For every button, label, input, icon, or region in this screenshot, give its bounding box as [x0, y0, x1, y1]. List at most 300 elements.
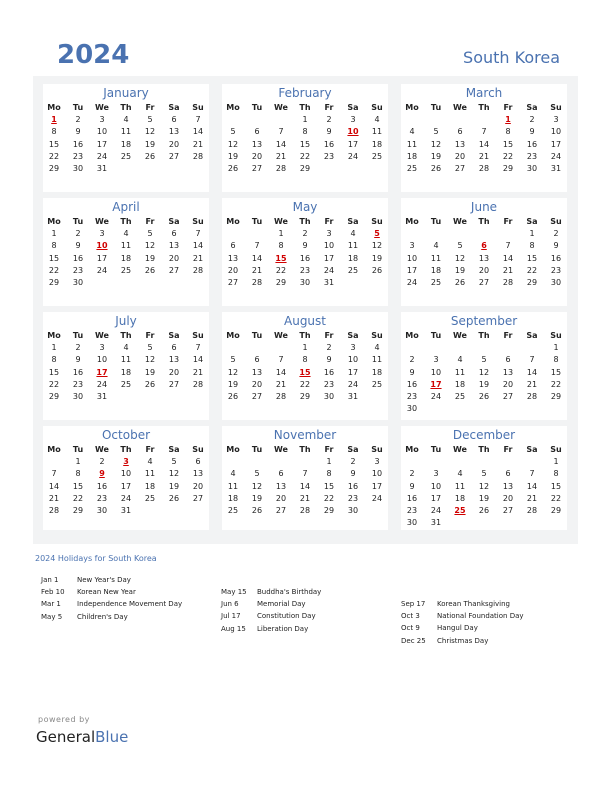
- day-cell: 29: [299, 163, 311, 173]
- weekday-header: Sa: [526, 217, 538, 226]
- day-cell: 18: [371, 367, 383, 377]
- day-cell: 6: [171, 229, 177, 239]
- weekday-header: Th: [120, 445, 132, 454]
- day-cell: 16: [72, 139, 84, 149]
- day-cell: 2: [409, 355, 415, 365]
- weekday-header: Sa: [347, 103, 359, 112]
- day-cell: 11: [430, 253, 442, 263]
- day-cell: 14: [192, 355, 204, 365]
- day-cell: 7: [195, 343, 201, 353]
- day-cell: 9: [302, 241, 308, 251]
- weekday-header: We: [274, 331, 288, 340]
- day-cell: 13: [454, 139, 466, 149]
- day-cell: 25: [371, 151, 383, 161]
- day-cell: 9: [75, 355, 81, 365]
- day-cell: 25: [120, 151, 132, 161]
- weekday-header: Th: [299, 217, 311, 226]
- day-cell: 2: [529, 115, 535, 125]
- day-cell: 8: [302, 355, 308, 365]
- weekday-header: Mo: [226, 445, 240, 454]
- day-cell: 7: [195, 115, 201, 125]
- day-cell: 3: [350, 115, 356, 125]
- holiday-day: 25: [454, 505, 466, 515]
- day-cell: 14: [526, 367, 538, 377]
- day-cell: 10: [96, 355, 108, 365]
- weekday-header: Mo: [405, 445, 419, 454]
- holiday-entry: [401, 610, 524, 622]
- day-cell: 3: [374, 457, 380, 467]
- month-november: [222, 426, 388, 530]
- month-july: [43, 312, 209, 420]
- empty-cell: [269, 456, 293, 468]
- day-cell: 10: [430, 367, 442, 377]
- day-cell: 20: [192, 481, 204, 491]
- day-cell: 5: [457, 241, 463, 251]
- day-cell: 21: [299, 493, 311, 503]
- day-cell: 17: [96, 139, 108, 149]
- month-title: November: [273, 428, 337, 442]
- holiday-date: Oct 9: [401, 624, 420, 633]
- month-title: June: [470, 200, 498, 214]
- holiday-entry: [221, 610, 321, 622]
- day-cell: 23: [347, 493, 359, 503]
- holiday-entry: [221, 586, 321, 598]
- holiday-day: 9: [99, 469, 105, 479]
- holiday-day: 17: [96, 367, 108, 377]
- weekday-header: Fr: [324, 217, 334, 226]
- day-cell: 24: [430, 391, 442, 401]
- day-cell: 24: [347, 379, 359, 389]
- holiday-day: 15: [275, 253, 287, 263]
- day-cell: 9: [350, 469, 356, 479]
- holiday-date: Feb 10: [41, 588, 65, 597]
- day-cell: 5: [433, 127, 439, 137]
- day-cell: 6: [457, 127, 463, 137]
- day-cell: 11: [347, 241, 359, 251]
- holiday-name: Korean Thanksgiving: [437, 600, 511, 608]
- day-cell: 30: [406, 404, 418, 414]
- day-cell: 20: [168, 367, 180, 377]
- weekday-header: Su: [192, 445, 204, 454]
- weekday-header: Tu: [430, 217, 442, 226]
- holiday-name: Buddha's Birthday: [257, 588, 322, 596]
- day-cell: 16: [406, 493, 418, 503]
- day-cell: 5: [230, 127, 236, 137]
- weekday-header: Su: [371, 103, 383, 112]
- weekday-header: Th: [478, 445, 490, 454]
- holiday-entry: [41, 611, 182, 623]
- weekday-header: Su: [371, 217, 383, 226]
- day-cell: 22: [48, 265, 60, 275]
- day-cell: 9: [75, 241, 81, 251]
- day-cell: 28: [502, 277, 514, 287]
- day-cell: 22: [502, 151, 514, 161]
- day-cell: 1: [51, 343, 57, 353]
- weekday-header: Mo: [226, 217, 240, 226]
- day-cell: 16: [299, 253, 311, 263]
- day-cell: 14: [502, 253, 514, 263]
- day-cell: 2: [553, 229, 559, 239]
- day-cell: 11: [120, 355, 132, 365]
- weekday-header: Sa: [526, 445, 538, 454]
- weekday-header: Th: [120, 331, 132, 340]
- day-cell: 18: [406, 151, 418, 161]
- day-cell: 11: [371, 355, 383, 365]
- day-cell: 21: [192, 253, 204, 263]
- day-cell: 5: [481, 355, 487, 365]
- day-cell: 6: [171, 343, 177, 353]
- holiday-date: Dec 25: [401, 636, 426, 645]
- day-cell: 17: [430, 493, 442, 503]
- month-grid: [43, 444, 209, 517]
- day-cell: 13: [168, 355, 180, 365]
- day-cell: 24: [120, 493, 132, 503]
- holiday-day: 1: [51, 115, 57, 125]
- day-cell: 17: [347, 139, 359, 149]
- day-cell: 22: [48, 379, 60, 389]
- day-cell: 2: [326, 343, 332, 353]
- holidays-title: 2024 Holidays for South Korea: [35, 554, 157, 563]
- day-cell: 14: [478, 139, 490, 149]
- day-cell: 25: [430, 277, 442, 287]
- day-cell: 11: [371, 127, 383, 137]
- weekday-header: We: [453, 331, 467, 340]
- weekday-header: Th: [120, 103, 132, 112]
- holiday-name: National Foundation Day: [437, 612, 524, 621]
- day-cell: 17: [550, 139, 562, 149]
- day-cell: 14: [192, 241, 204, 251]
- day-cell: 19: [371, 253, 383, 263]
- day-cell: 20: [478, 265, 490, 275]
- day-cell: 10: [347, 355, 359, 365]
- day-cell: 12: [227, 367, 239, 377]
- day-cell: 8: [326, 469, 332, 479]
- weekday-header: Su: [192, 103, 204, 112]
- empty-cell: [400, 342, 424, 354]
- holiday-name: Christmas Day: [437, 636, 489, 645]
- day-cell: 28: [251, 277, 263, 287]
- day-cell: 19: [251, 493, 263, 503]
- day-cell: 3: [553, 115, 559, 125]
- holiday-day: 10: [96, 241, 108, 251]
- day-cell: 5: [171, 457, 177, 467]
- holidays-column: [401, 598, 524, 647]
- empty-cell: [520, 456, 544, 468]
- day-cell: 31: [120, 505, 132, 515]
- day-cell: 19: [168, 481, 180, 491]
- day-cell: 22: [550, 379, 562, 389]
- day-cell: 20: [502, 493, 514, 503]
- day-cell: 14: [299, 481, 311, 491]
- holiday-entry: [41, 598, 182, 610]
- empty-cell: [496, 342, 520, 354]
- day-cell: 3: [99, 343, 105, 353]
- day-cell: 12: [454, 253, 466, 263]
- day-cell: 27: [502, 505, 514, 515]
- day-cell: 23: [323, 151, 335, 161]
- day-cell: 16: [96, 481, 108, 491]
- day-cell: 12: [144, 241, 156, 251]
- day-cell: 13: [168, 127, 180, 137]
- day-cell: 22: [299, 151, 311, 161]
- empty-cell: [221, 456, 245, 468]
- day-cell: 6: [505, 469, 511, 479]
- day-cell: 12: [168, 469, 180, 479]
- day-cell: 2: [99, 457, 105, 467]
- day-cell: 20: [454, 151, 466, 161]
- empty-cell: [400, 114, 424, 126]
- day-cell: 1: [302, 343, 308, 353]
- weekday-header: Fr: [145, 445, 155, 454]
- day-cell: 12: [430, 139, 442, 149]
- day-cell: 21: [502, 265, 514, 275]
- day-cell: 13: [478, 253, 490, 263]
- weekday-header: Sa: [526, 103, 538, 112]
- weekday-header: Th: [120, 217, 132, 226]
- day-cell: 8: [51, 241, 57, 251]
- day-cell: 9: [326, 355, 332, 365]
- day-cell: 31: [550, 163, 562, 173]
- weekday-header: Fr: [145, 103, 155, 112]
- weekday-header: Sa: [168, 331, 180, 340]
- day-cell: 8: [278, 241, 284, 251]
- weekday-header: Tu: [251, 445, 263, 454]
- day-cell: 27: [454, 163, 466, 173]
- weekday-header: Fr: [324, 331, 334, 340]
- day-cell: 14: [251, 253, 263, 263]
- day-cell: 29: [550, 505, 562, 515]
- month-september: [401, 312, 567, 420]
- day-cell: 1: [278, 229, 284, 239]
- weekday-header: We: [453, 103, 467, 112]
- day-cell: 28: [192, 379, 204, 389]
- weekday-header: Mo: [47, 103, 61, 112]
- weekday-header: Tu: [72, 103, 84, 112]
- day-cell: 23: [406, 391, 418, 401]
- weekday-header: Fr: [145, 217, 155, 226]
- day-cell: 12: [478, 367, 490, 377]
- day-cell: 20: [168, 139, 180, 149]
- day-cell: 17: [96, 253, 108, 263]
- day-cell: 16: [72, 367, 84, 377]
- day-cell: 13: [168, 241, 180, 251]
- brand-logo[interactable]: [36, 728, 128, 746]
- day-cell: 4: [374, 115, 380, 125]
- month-title: September: [450, 314, 518, 328]
- day-cell: 26: [251, 505, 263, 515]
- empty-cell: [400, 228, 424, 240]
- day-cell: 1: [302, 115, 308, 125]
- empty-cell: [424, 342, 448, 354]
- day-cell: 5: [481, 469, 487, 479]
- holiday-entry: [221, 623, 321, 635]
- day-cell: 9: [553, 241, 559, 251]
- day-cell: 15: [299, 139, 311, 149]
- weekday-header: We: [95, 331, 109, 340]
- holidays-column: [41, 574, 182, 623]
- month-august: [222, 312, 388, 420]
- day-cell: 22: [323, 493, 335, 503]
- day-cell: 26: [371, 265, 383, 275]
- day-cell: 27: [227, 277, 239, 287]
- day-cell: 4: [374, 343, 380, 353]
- day-cell: 2: [409, 469, 415, 479]
- day-cell: 27: [168, 265, 180, 275]
- day-cell: 22: [275, 265, 287, 275]
- day-cell: 29: [550, 391, 562, 401]
- weekday-header: Mo: [47, 445, 61, 454]
- day-cell: 5: [147, 229, 153, 239]
- month-grid: [401, 216, 567, 289]
- day-cell: 6: [254, 355, 260, 365]
- weekday-header: We: [274, 217, 288, 226]
- holiday-name: Korean New Year: [77, 588, 136, 597]
- day-cell: 25: [120, 379, 132, 389]
- day-cell: 14: [275, 367, 287, 377]
- holiday-date: Aug 15: [221, 624, 246, 633]
- day-cell: 26: [478, 505, 490, 515]
- weekday-header: Fr: [503, 331, 513, 340]
- empty-cell: [424, 228, 448, 240]
- day-cell: 15: [48, 139, 60, 149]
- day-cell: 7: [51, 469, 57, 479]
- empty-cell: [448, 342, 472, 354]
- day-cell: 25: [406, 163, 418, 173]
- day-cell: 26: [227, 391, 239, 401]
- day-cell: 6: [505, 355, 511, 365]
- day-cell: 21: [275, 379, 287, 389]
- month-may: [222, 198, 388, 306]
- day-cell: 7: [195, 229, 201, 239]
- weekday-header: Tu: [72, 331, 84, 340]
- day-cell: 26: [144, 151, 156, 161]
- holiday-day: 1: [505, 115, 511, 125]
- holiday-date: May 5: [41, 612, 63, 621]
- day-cell: 7: [278, 355, 284, 365]
- day-cell: 5: [230, 355, 236, 365]
- powered-by: powered by: [38, 715, 90, 724]
- day-cell: 17: [120, 481, 132, 491]
- day-cell: 20: [227, 265, 239, 275]
- weekday-header: Sa: [347, 445, 359, 454]
- holiday-date: Jun 6: [221, 600, 239, 609]
- day-cell: 28: [48, 505, 60, 515]
- day-cell: 18: [454, 493, 466, 503]
- holiday-entry: [401, 598, 524, 610]
- holiday-name: Independence Movement Day: [77, 600, 183, 609]
- day-cell: 22: [48, 151, 60, 161]
- weekday-header: Su: [550, 103, 562, 112]
- day-cell: 29: [275, 277, 287, 287]
- empty-cell: [245, 228, 269, 240]
- day-cell: 28: [299, 505, 311, 515]
- day-cell: 24: [323, 265, 335, 275]
- day-cell: 8: [505, 127, 511, 137]
- weekday-header: Sa: [347, 331, 359, 340]
- day-cell: 19: [227, 151, 239, 161]
- day-cell: 28: [275, 163, 287, 173]
- day-cell: 12: [251, 481, 263, 491]
- weekday-header: Tu: [430, 331, 442, 340]
- day-cell: 17: [347, 367, 359, 377]
- day-cell: 14: [275, 139, 287, 149]
- weekday-header: Th: [478, 103, 490, 112]
- day-cell: 4: [123, 343, 129, 353]
- day-cell: 23: [406, 505, 418, 515]
- day-cell: 29: [299, 391, 311, 401]
- day-cell: 11: [144, 469, 156, 479]
- day-cell: 10: [323, 241, 335, 251]
- day-cell: 3: [433, 355, 439, 365]
- weekday-header: We: [95, 217, 109, 226]
- weekday-header: Tu: [430, 103, 442, 112]
- day-cell: 25: [144, 493, 156, 503]
- day-cell: 7: [529, 469, 535, 479]
- weekday-header: Fr: [324, 103, 334, 112]
- month-grid: [401, 444, 567, 529]
- day-cell: 1: [529, 229, 535, 239]
- weekday-header: Mo: [226, 331, 240, 340]
- empty-cell: [245, 114, 269, 126]
- day-cell: 5: [147, 115, 153, 125]
- day-cell: 21: [48, 493, 60, 503]
- day-cell: 31: [323, 277, 335, 287]
- empty-cell: [293, 456, 317, 468]
- month-grid: [222, 102, 388, 175]
- empty-cell: [245, 456, 269, 468]
- day-cell: 24: [347, 151, 359, 161]
- day-cell: 11: [454, 481, 466, 491]
- day-cell: 4: [123, 115, 129, 125]
- day-cell: 15: [48, 253, 60, 263]
- day-cell: 24: [550, 151, 562, 161]
- day-cell: 17: [371, 481, 383, 491]
- day-cell: 4: [230, 469, 236, 479]
- empty-cell: [221, 114, 245, 126]
- empty-cell: [496, 228, 520, 240]
- day-cell: 14: [526, 481, 538, 491]
- month-title: October: [101, 428, 151, 442]
- day-cell: 20: [168, 253, 180, 263]
- weekday-header: Fr: [503, 445, 513, 454]
- day-cell: 12: [144, 355, 156, 365]
- day-cell: 27: [478, 277, 490, 287]
- day-cell: 15: [48, 367, 60, 377]
- day-cell: 24: [96, 379, 108, 389]
- day-cell: 15: [72, 481, 84, 491]
- weekday-header: Su: [371, 445, 383, 454]
- weekday-header: Mo: [405, 217, 419, 226]
- country-title: South Korea: [463, 48, 560, 67]
- day-cell: 30: [72, 277, 84, 287]
- day-cell: 21: [526, 493, 538, 503]
- weekday-header: Sa: [347, 217, 359, 226]
- day-cell: 23: [299, 265, 311, 275]
- day-cell: 8: [553, 355, 559, 365]
- weekday-header: Tu: [251, 217, 263, 226]
- holiday-date: Oct 3: [401, 612, 420, 621]
- day-cell: 31: [430, 518, 442, 528]
- day-cell: 21: [192, 367, 204, 377]
- day-cell: 20: [251, 151, 263, 161]
- day-cell: 19: [454, 265, 466, 275]
- weekday-header: Su: [192, 217, 204, 226]
- weekday-header: Sa: [168, 103, 180, 112]
- weekday-header: Th: [299, 103, 311, 112]
- day-cell: 27: [502, 391, 514, 401]
- day-cell: 15: [550, 367, 562, 377]
- day-cell: 18: [144, 481, 156, 491]
